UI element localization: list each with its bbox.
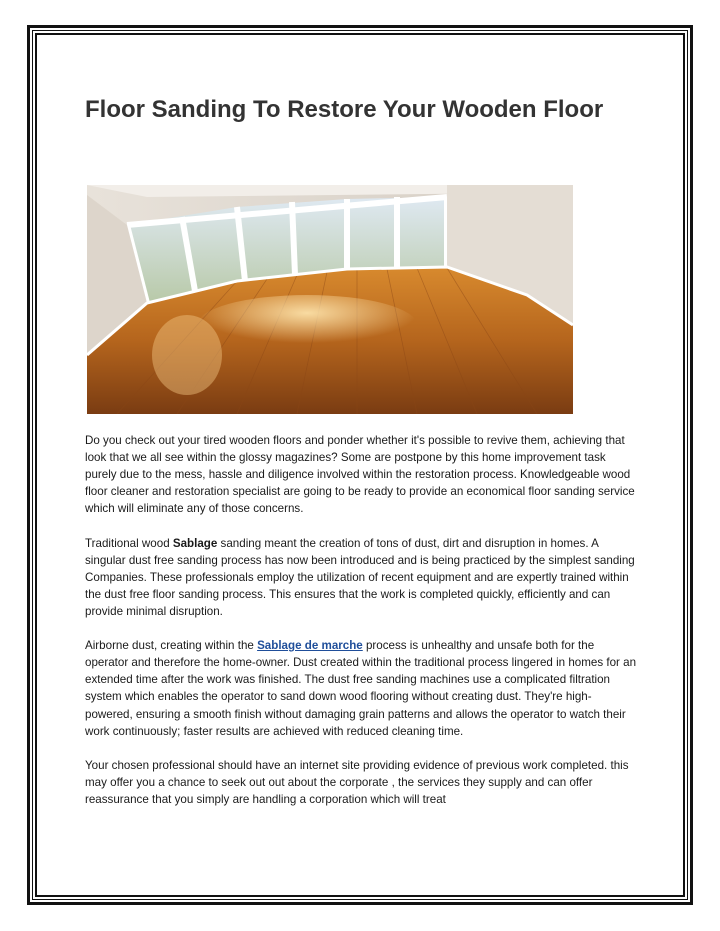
sablage-de-marche-link[interactable]: Sablage de marche [257,639,363,653]
article-body [85,432,637,825]
paragraph-text: Do you check out your tired wooden floors and ponder whether it's possible to revive them, achieving that look that we all see within the glossy magazines? Some are postpone by this home improvement task purely due to the mess, hassle and diligence involved within the restoration process. Knowledgeable wood floor cleaner and restoration specialist are going to be ready to provide an economical floor sanding service which will eliminate any of those concerns. [85,434,635,516]
bold-keyword: Sablage [172,536,218,550]
paragraph-text: process is unhealthy and unsafe both for the operator and therefore the home-owner. Dust created within the traditional process lingered in homes for an extended time after the work was finished. The dust free sanding machines use a complicated filtration system which enables the operator to sand down wood flooring without creating dust. They're high-powered, ensuring a smooth finish without damaging grain patterns and allows the operator to watch their work continuously; faster results are achieved with reduced cleaning time. [85,639,637,738]
paragraph-text: sanding meant the creation of tons of dust, dirt and disruption in homes. A singular dust free sanding process has now been introduced and is being practiced by the simplest sanding Companies. These professionals employ the utilization of recent equipment and are expertly trained within the dust free floor sanding process. This ensures that the work is completed quickly, efficiently and can provide minimal disruption. [85,536,635,618]
paragraph-4 [85,757,637,808]
paragraph-2 [85,535,637,620]
hardwood-floor-photo [87,185,573,414]
paragraph-1 [85,432,637,517]
paragraph-text: Traditional wood [85,536,173,550]
paragraph-text: Airborne dust, creating within the [85,639,258,653]
paragraph-text: Your chosen professional should have an internet site providing evidence of previous work completed. this may offer you a chance to seek out out about the corporate , the services they supply and can offer reassurance that you simply are handling a corporation which will treat [85,758,629,806]
paragraph-3 [85,637,637,740]
article-title: Floor Sanding To Restore Your Wooden Floor [85,96,604,123]
